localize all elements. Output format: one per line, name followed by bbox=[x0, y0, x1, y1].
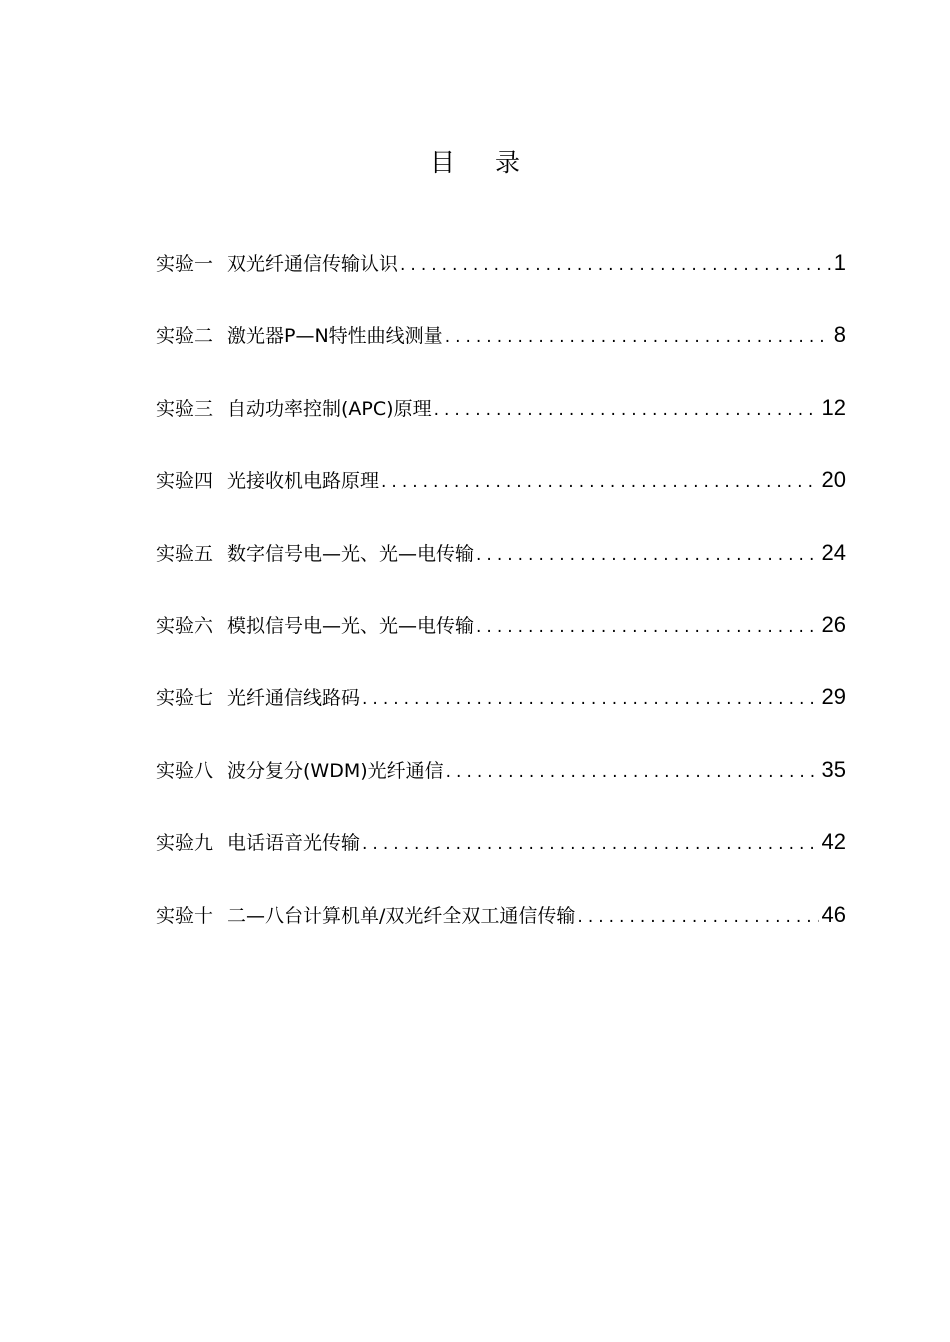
toc-page-number: 12 bbox=[821, 394, 846, 420]
toc-dot-leader bbox=[445, 320, 831, 354]
toc-entry-label: 实验七 bbox=[156, 687, 214, 710]
toc-page-number: 46 bbox=[821, 901, 846, 927]
toc-entry-title: 光接收机电路原理 bbox=[227, 470, 380, 493]
toc-page-number: 1 bbox=[833, 250, 846, 275]
toc-entry-label: 实验十 bbox=[156, 904, 214, 927]
toc-dot-leader bbox=[362, 682, 818, 716]
toc-entry[interactable] bbox=[156, 246, 846, 318]
toc-entry[interactable] bbox=[156, 608, 846, 680]
toc-entry-title: 自动功率控制(APC)原理 bbox=[227, 397, 432, 420]
toc-entry-label: 实验一 bbox=[156, 253, 214, 275]
toc-entry-label: 实验六 bbox=[156, 614, 214, 637]
toc-entry[interactable] bbox=[156, 391, 846, 463]
toc-entry[interactable] bbox=[156, 536, 846, 608]
toc-entry-label: 实验八 bbox=[156, 759, 214, 782]
toc-entry-title: 双光纤通信传输认识 bbox=[227, 253, 399, 275]
toc-entry-label: 实验二 bbox=[156, 325, 214, 348]
page-title: 目 录 bbox=[430, 148, 536, 177]
toc-dot-leader bbox=[476, 610, 818, 644]
toc-page-number: 35 bbox=[821, 756, 846, 782]
toc-dot-leader bbox=[381, 465, 818, 499]
toc-dot-leader bbox=[400, 248, 831, 282]
toc-dot-leader bbox=[476, 538, 818, 572]
toc-page-number: 29 bbox=[821, 684, 846, 710]
toc-entry[interactable] bbox=[156, 898, 846, 970]
toc-page-number: 42 bbox=[821, 829, 846, 855]
toc-entry-title: 二—八台计算机单/双光纤全双工通信传输 bbox=[227, 904, 576, 927]
toc-entry[interactable] bbox=[156, 463, 846, 535]
toc-dot-leader bbox=[577, 900, 818, 934]
toc-entry[interactable] bbox=[156, 680, 846, 752]
toc-entry-label: 实验九 bbox=[156, 832, 214, 855]
toc-entry-title: 数字信号电—光、光—电传输 bbox=[227, 542, 475, 565]
toc-entry-label: 实验三 bbox=[156, 397, 214, 420]
toc-entry-label: 实验五 bbox=[156, 542, 214, 565]
table-of-contents bbox=[156, 246, 846, 970]
toc-entry-title: 电话语音光传输 bbox=[227, 832, 361, 855]
toc-entry-title: 激光器P—N特性曲线测量 bbox=[227, 325, 443, 348]
toc-page-number: 8 bbox=[833, 322, 846, 348]
toc-entry-title: 模拟信号电—光、光—电传输 bbox=[227, 614, 475, 637]
toc-page-number: 26 bbox=[821, 611, 846, 637]
toc-dot-leader bbox=[434, 393, 819, 427]
toc-entry[interactable] bbox=[156, 753, 846, 825]
toc-dot-leader bbox=[362, 827, 818, 861]
toc-dot-leader bbox=[446, 755, 819, 789]
toc-entry-title: 波分复分(WDM)光纤通信 bbox=[227, 759, 444, 782]
toc-entry[interactable] bbox=[156, 825, 846, 897]
toc-page-number: 20 bbox=[821, 467, 846, 493]
toc-entry[interactable] bbox=[156, 318, 846, 390]
toc-entry-label: 实验四 bbox=[156, 470, 214, 493]
toc-page-number: 24 bbox=[821, 539, 846, 565]
toc-entry-title: 光纤通信线路码 bbox=[227, 687, 361, 710]
